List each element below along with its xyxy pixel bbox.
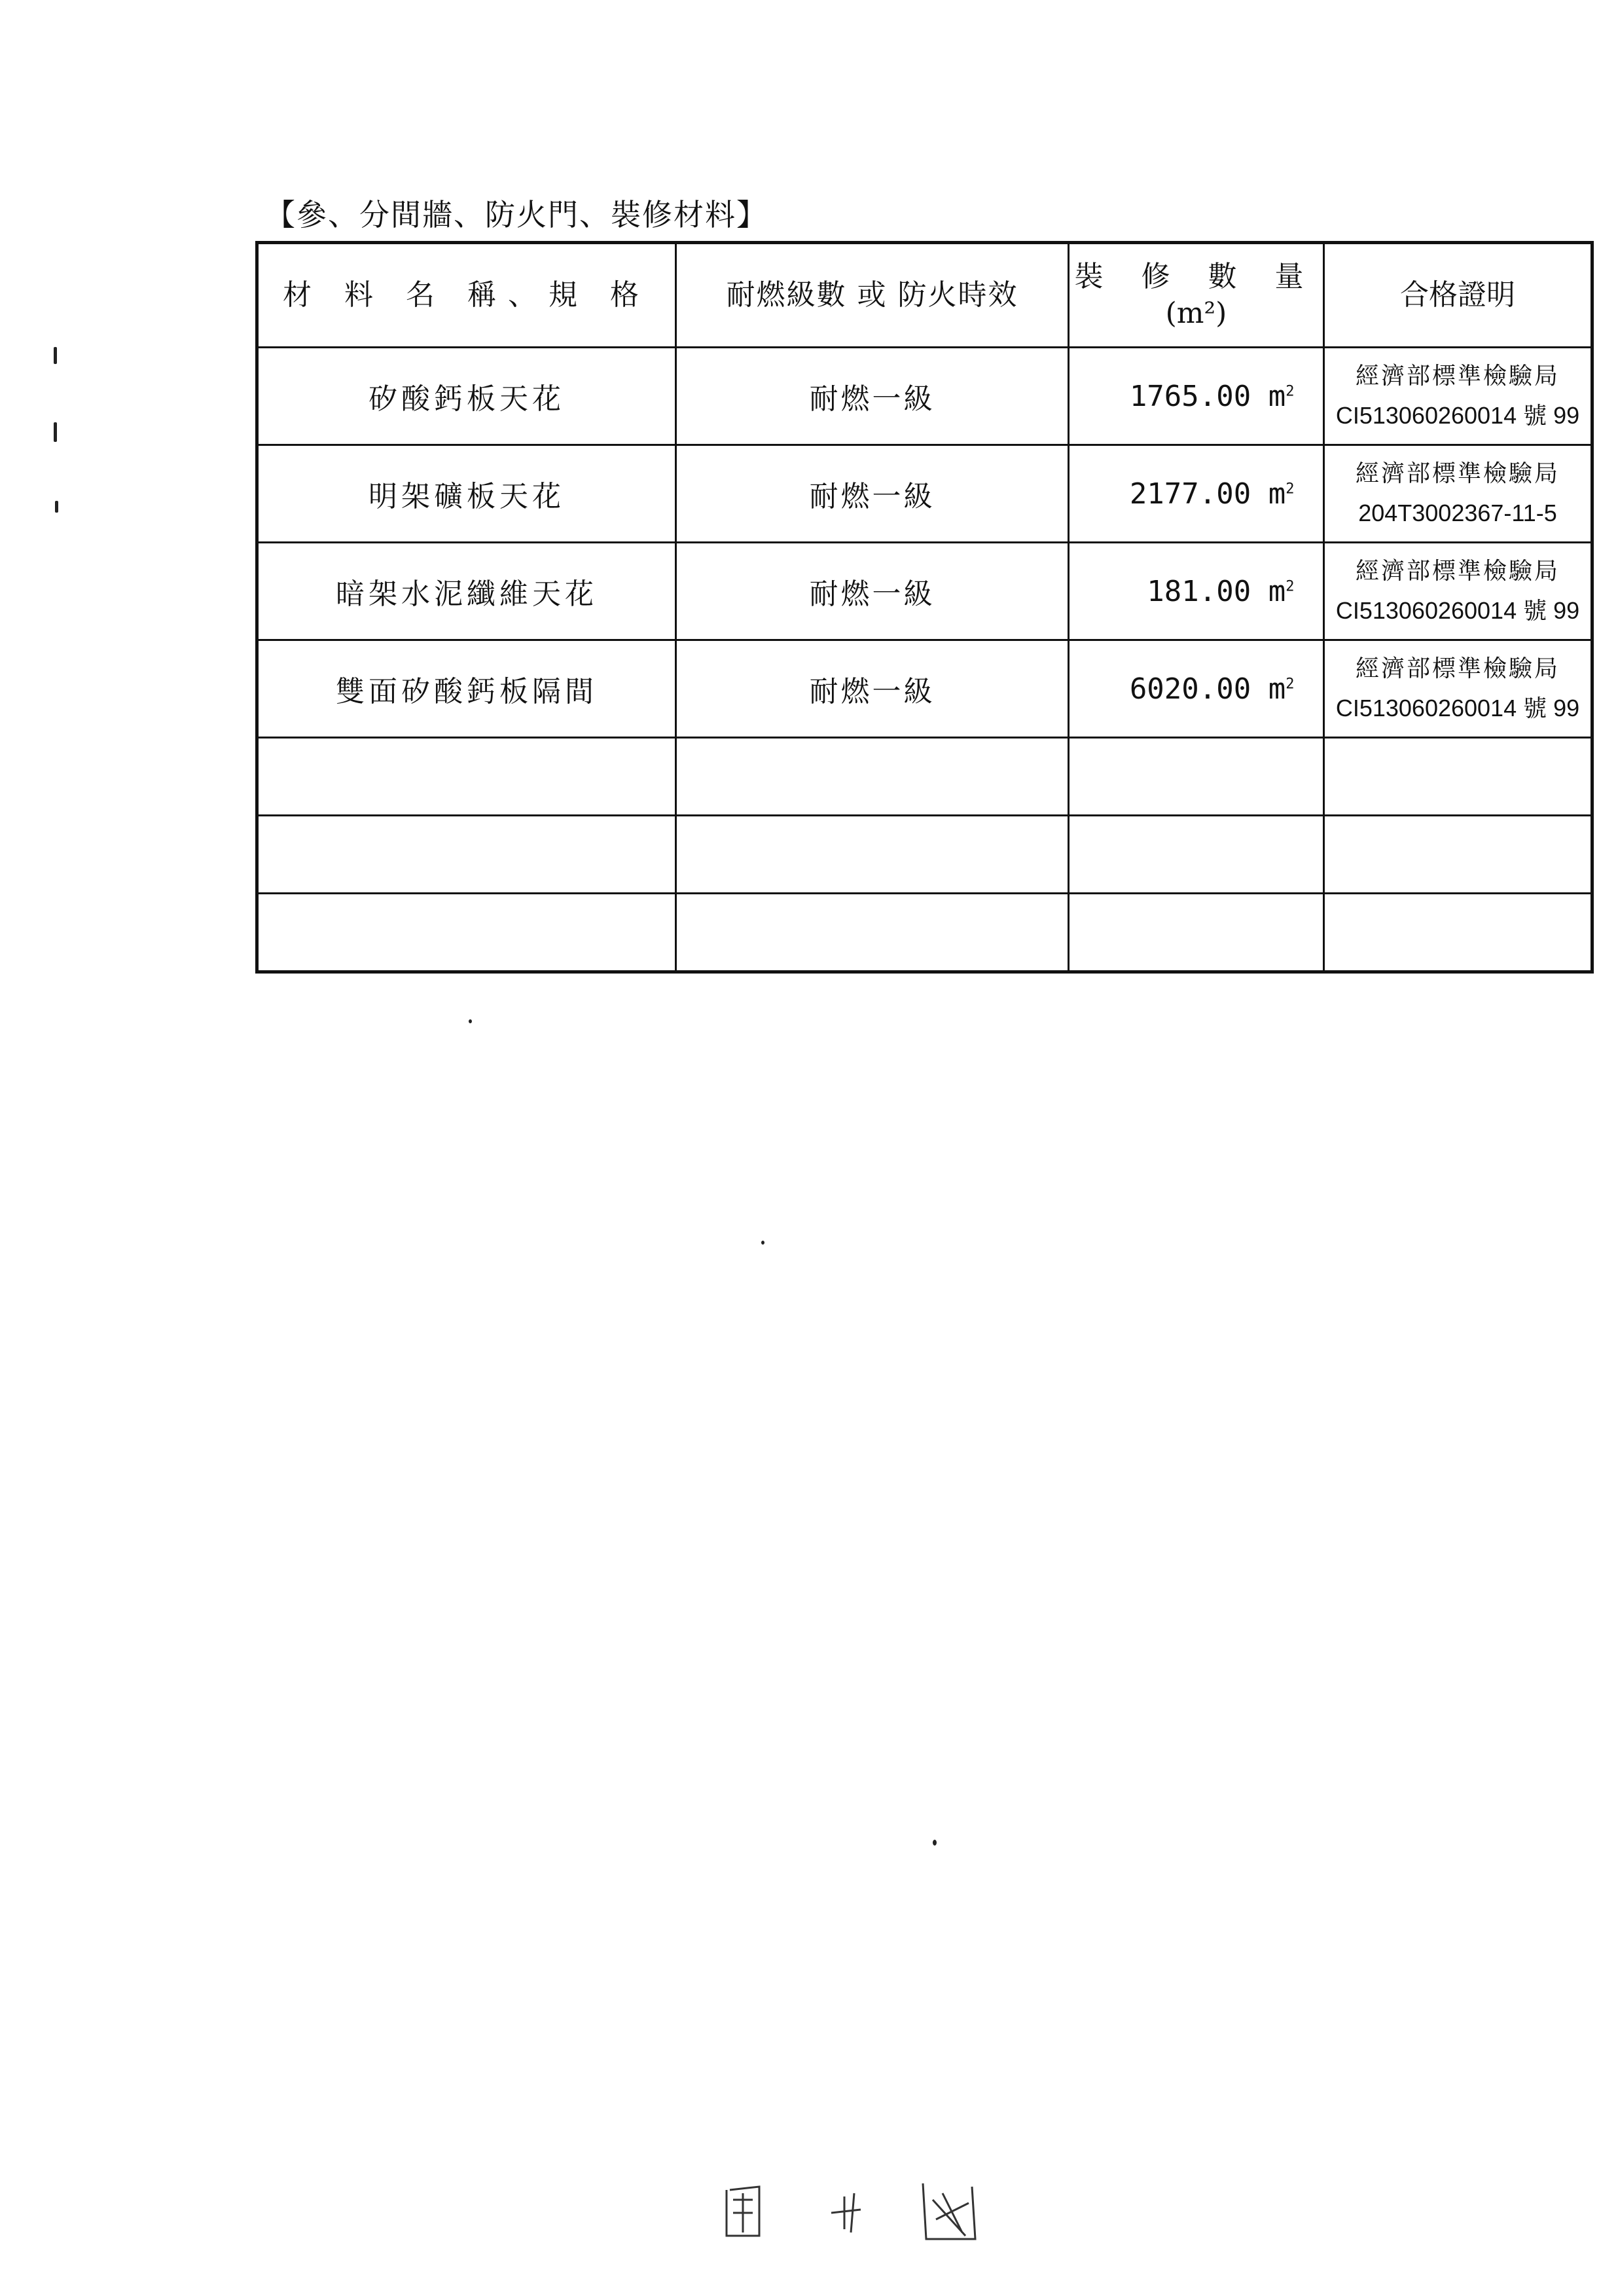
certificate-number: CI513060260014 號 99 xyxy=(1335,695,1580,721)
quantity-unit-exponent: 2 xyxy=(1285,675,1295,692)
empty-cell xyxy=(1069,738,1324,816)
empty-cell xyxy=(676,738,1069,816)
empty-table-row xyxy=(257,738,1592,816)
header-material-name-label: 材 料 名 稱、規 格 xyxy=(283,278,651,312)
certificate-authority: 經濟部標準檢驗局 xyxy=(1355,558,1560,585)
header-fire-rating-label: 耐燃級數 或 防火時效 xyxy=(726,278,1018,312)
quantity-unit: m xyxy=(1268,477,1286,511)
quantity-unit: m xyxy=(1268,379,1286,413)
empty-cell xyxy=(257,816,676,894)
header-quantity xyxy=(1069,243,1324,348)
empty-cell xyxy=(676,894,1069,972)
header-quantity-unit: (m²) xyxy=(1165,297,1227,330)
certificate-number: 204T3002367-11-5 xyxy=(1358,500,1557,526)
certificate-cell xyxy=(1324,640,1592,738)
quantity-cell xyxy=(1069,543,1324,640)
quantity-unit-exponent: 2 xyxy=(1285,382,1295,399)
empty-table-row xyxy=(257,816,1592,894)
header-quantity-label: 裝 修 數 量 xyxy=(1074,260,1318,293)
scan-speck xyxy=(469,1019,472,1023)
empty-cell xyxy=(1324,816,1592,894)
header-material-name xyxy=(257,243,676,348)
quantity-cell xyxy=(1069,445,1324,543)
scan-speck xyxy=(933,1840,937,1846)
fire-rating-cell: 耐燃一級 xyxy=(676,543,1069,640)
quantity-value: 2177.00 xyxy=(1129,477,1251,511)
certificate-authority: 經濟部標準檢驗局 xyxy=(1355,363,1560,390)
certificate-cell xyxy=(1324,445,1592,543)
material-name-cell: 暗架水泥纖維天花 xyxy=(257,543,676,640)
table-row xyxy=(257,348,1592,445)
quantity-value: 1765.00 xyxy=(1129,379,1251,413)
empty-cell xyxy=(1324,894,1592,972)
section-title: 【參、分間牆、防火門、裝修材料】 xyxy=(265,197,768,232)
table-header-row xyxy=(257,243,1592,348)
fire-rating-cell: 耐燃一級 xyxy=(676,348,1069,445)
quantity-value: 181.00 xyxy=(1147,574,1251,608)
certificate-authority: 經濟部標準檢驗局 xyxy=(1355,460,1560,487)
header-certificate-label: 合格證明 xyxy=(1400,278,1515,312)
quantity-unit-exponent: 2 xyxy=(1285,480,1295,497)
signature-stamp xyxy=(713,2174,1001,2246)
empty-cell xyxy=(1324,738,1592,816)
fire-rating-cell: 耐燃一級 xyxy=(676,640,1069,738)
table-row xyxy=(257,445,1592,543)
quantity-value: 6020.00 xyxy=(1129,672,1251,706)
table-row xyxy=(257,640,1592,738)
quantity-unit: m xyxy=(1268,574,1286,608)
certificate-cell xyxy=(1324,543,1592,640)
scan-speck xyxy=(54,422,57,442)
quantity-unit: m xyxy=(1268,672,1286,706)
quantity-cell xyxy=(1069,348,1324,445)
empty-cell xyxy=(1069,816,1324,894)
scan-speck xyxy=(55,501,58,513)
table-row xyxy=(257,543,1592,640)
certificate-number: CI513060260014 號 99 xyxy=(1335,597,1580,624)
certificate-authority: 經濟部標準檢驗局 xyxy=(1355,655,1560,682)
empty-cell xyxy=(1069,894,1324,972)
material-name-cell: 雙面矽酸鈣板隔間 xyxy=(257,640,676,738)
empty-cell xyxy=(676,816,1069,894)
certificate-cell xyxy=(1324,348,1592,445)
material-name-cell: 矽酸鈣板天花 xyxy=(257,348,676,445)
materials-table xyxy=(255,241,1594,974)
fire-rating-cell: 耐燃一級 xyxy=(676,445,1069,543)
empty-table-row xyxy=(257,894,1592,972)
empty-cell xyxy=(257,738,676,816)
scan-speck xyxy=(54,347,57,364)
quantity-unit-exponent: 2 xyxy=(1285,577,1295,594)
quantity-cell xyxy=(1069,640,1324,738)
header-certificate xyxy=(1324,243,1592,348)
scan-speck xyxy=(761,1241,764,1245)
material-name-cell: 明架礦板天花 xyxy=(257,445,676,543)
header-fire-rating xyxy=(676,243,1069,348)
empty-cell xyxy=(257,894,676,972)
certificate-number: CI513060260014 號 99 xyxy=(1335,402,1580,429)
